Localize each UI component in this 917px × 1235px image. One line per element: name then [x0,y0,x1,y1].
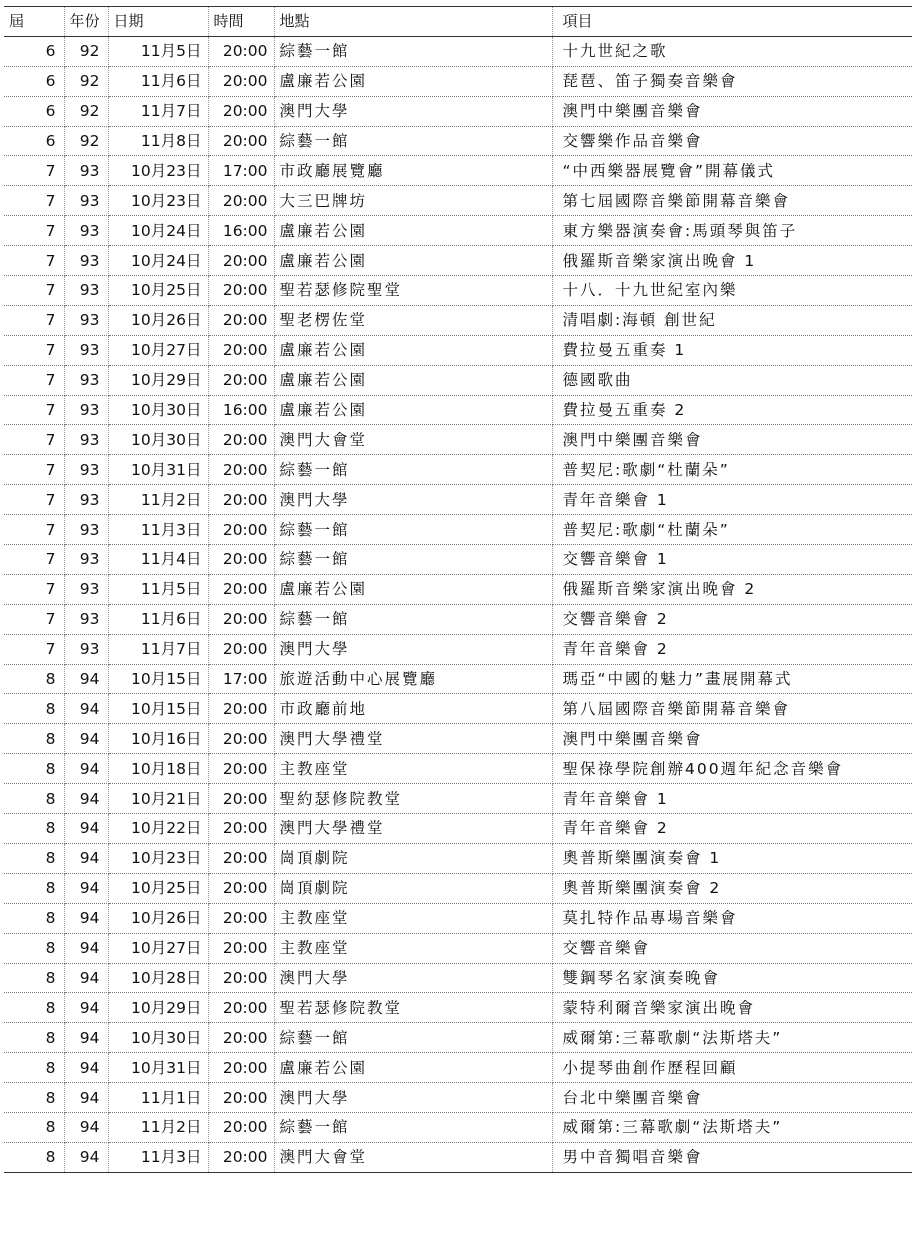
cell-date: 10月21日 [108,784,208,814]
cell-venue: 綜藝一館 [274,1023,552,1053]
cell-program: 莫扎特作品專場音樂會 [552,903,912,933]
cell-program: 威爾第:三幕歌劇“法斯塔夫” [552,1023,912,1053]
cell-venue: 盧廉若公園 [274,246,552,276]
cell-venue: 主教座堂 [274,903,552,933]
table-row [4,1112,912,1142]
cell-time: 20:00 [208,963,274,993]
cell-venue: 綜藝一館 [274,604,552,634]
cell-program: 費拉曼五重奏 2 [552,395,912,425]
cell-venue: 澳門大會堂 [274,1142,552,1172]
cell-year: 94 [64,1083,108,1113]
cell-year: 94 [64,1023,108,1053]
cell-time: 20:00 [208,1023,274,1053]
table-row [4,814,912,844]
cell-venue: 旅遊活動中心展覽廳 [274,664,552,694]
table-row [4,1053,912,1083]
cell-venue: 盧廉若公園 [274,395,552,425]
cell-edition: 8 [4,993,64,1023]
cell-edition: 6 [4,66,64,96]
cell-edition: 8 [4,1142,64,1172]
cell-date: 11月3日 [108,1142,208,1172]
cell-program: 普契尼:歌劇“杜蘭朵” [552,515,912,545]
cell-year: 92 [64,96,108,126]
cell-edition: 8 [4,814,64,844]
table-row [4,963,912,993]
cell-time: 20:00 [208,186,274,216]
cell-venue: 澳門大會堂 [274,425,552,455]
cell-date: 10月29日 [108,993,208,1023]
cell-year: 93 [64,455,108,485]
cell-year: 94 [64,1112,108,1142]
cell-edition: 7 [4,515,64,545]
cell-program: 俄羅斯音樂家演出晚會 2 [552,574,912,604]
cell-edition: 8 [4,784,64,814]
cell-program: 奧普斯樂團演奏會 1 [552,843,912,873]
cell-edition: 8 [4,664,64,694]
cell-venue: 盧廉若公園 [274,335,552,365]
table-row [4,186,912,216]
cell-date: 10月30日 [108,1023,208,1053]
table-row [4,515,912,545]
cell-edition: 7 [4,186,64,216]
cell-edition: 8 [4,694,64,724]
cell-time: 20:00 [208,66,274,96]
cell-time: 20:00 [208,425,274,455]
cell-year: 94 [64,1142,108,1172]
cell-venue: 綜藝一館 [274,126,552,156]
cell-edition: 7 [4,335,64,365]
cell-year: 93 [64,545,108,575]
cell-date: 10月25日 [108,276,208,306]
cell-date: 10月23日 [108,156,208,186]
cell-time: 16:00 [208,395,274,425]
cell-venue: 綜藝一館 [274,36,552,66]
table-row [4,485,912,515]
table-header-row [4,7,912,37]
cell-date: 10月16日 [108,724,208,754]
cell-edition: 7 [4,545,64,575]
cell-program: 男中音獨唱音樂會 [552,1142,912,1172]
cell-year: 93 [64,156,108,186]
cell-time: 20:00 [208,903,274,933]
cell-program: 十八．十九世紀室內樂 [552,276,912,306]
cell-date: 11月4日 [108,545,208,575]
table-row [4,36,912,66]
cell-date: 10月25日 [108,873,208,903]
cell-date: 10月24日 [108,216,208,246]
cell-time: 20:00 [208,96,274,126]
cell-year: 94 [64,814,108,844]
cell-edition: 8 [4,724,64,754]
cell-year: 94 [64,694,108,724]
cell-date: 10月23日 [108,843,208,873]
cell-edition: 8 [4,754,64,784]
cell-time: 20:00 [208,814,274,844]
cell-time: 20:00 [208,634,274,664]
cell-date: 10月30日 [108,425,208,455]
cell-time: 20:00 [208,1112,274,1142]
cell-year: 94 [64,963,108,993]
cell-date: 11月7日 [108,634,208,664]
cell-program: 奧普斯樂團演奏會 2 [552,873,912,903]
cell-edition: 6 [4,126,64,156]
cell-date: 11月2日 [108,1112,208,1142]
cell-year: 93 [64,335,108,365]
cell-time: 20:00 [208,515,274,545]
cell-year: 93 [64,365,108,395]
cell-date: 10月26日 [108,305,208,335]
cell-edition: 8 [4,873,64,903]
cell-venue: 崗頂劇院 [274,873,552,903]
cell-time: 17:00 [208,156,274,186]
cell-program: 交響音樂會 2 [552,604,912,634]
cell-time: 17:00 [208,664,274,694]
cell-year: 93 [64,634,108,664]
cell-time: 20:00 [208,545,274,575]
table-row [4,604,912,634]
cell-time: 20:00 [208,455,274,485]
cell-venue: 崗頂劇院 [274,843,552,873]
cell-time: 20:00 [208,694,274,724]
cell-date: 10月22日 [108,814,208,844]
table-row [4,784,912,814]
cell-program: 東方樂器演奏會:馬頭琴與笛子 [552,216,912,246]
cell-program: “中西樂器展覽會”開幕儀式 [552,156,912,186]
cell-time: 20:00 [208,276,274,306]
table-row [4,335,912,365]
cell-date: 10月15日 [108,664,208,694]
cell-year: 94 [64,933,108,963]
cell-time: 20:00 [208,126,274,156]
table-row [4,216,912,246]
cell-year: 93 [64,216,108,246]
cell-date: 10月23日 [108,186,208,216]
cell-time: 20:00 [208,1083,274,1113]
table-row [4,993,912,1023]
table-row [4,694,912,724]
header-program: 項目 [552,7,912,37]
cell-venue: 綜藝一館 [274,1112,552,1142]
cell-year: 93 [64,515,108,545]
cell-time: 20:00 [208,843,274,873]
table-row [4,276,912,306]
cell-venue: 聖若瑟修院教堂 [274,993,552,1023]
cell-year: 94 [64,993,108,1023]
cell-date: 11月5日 [108,36,208,66]
cell-edition: 6 [4,36,64,66]
cell-year: 94 [64,754,108,784]
cell-program: 聖保祿學院創辦400週年紀念音樂會 [552,754,912,784]
cell-year: 93 [64,276,108,306]
cell-edition: 7 [4,604,64,634]
cell-venue: 大三巴牌坊 [274,186,552,216]
cell-program: 青年音樂會 2 [552,634,912,664]
header-date: 日期 [108,7,208,37]
cell-year: 94 [64,1053,108,1083]
cell-date: 10月31日 [108,1053,208,1083]
cell-venue: 聖約瑟修院教堂 [274,784,552,814]
cell-year: 93 [64,604,108,634]
table-row [4,1142,912,1172]
cell-venue: 澳門大學 [274,963,552,993]
cell-venue: 盧廉若公園 [274,66,552,96]
cell-program: 澳門中樂團音樂會 [552,724,912,754]
cell-venue: 澳門大學 [274,485,552,515]
cell-program: 第七屆國際音樂節開幕音樂會 [552,186,912,216]
cell-date: 10月28日 [108,963,208,993]
cell-date: 11月6日 [108,66,208,96]
cell-year: 94 [64,784,108,814]
cell-venue: 盧廉若公園 [274,216,552,246]
cell-venue: 市政廳展覽廳 [274,156,552,186]
cell-program: 雙鋼琴名家演奏晚會 [552,963,912,993]
cell-time: 16:00 [208,216,274,246]
cell-date: 11月7日 [108,96,208,126]
cell-program: 青年音樂會 1 [552,784,912,814]
cell-year: 92 [64,126,108,156]
cell-time: 20:00 [208,305,274,335]
cell-program: 十九世紀之歌 [552,36,912,66]
cell-edition: 8 [4,1023,64,1053]
table-row [4,933,912,963]
cell-time: 20:00 [208,784,274,814]
table-body [4,36,912,1172]
table-row [4,425,912,455]
cell-year: 93 [64,246,108,276]
cell-date: 10月18日 [108,754,208,784]
table-row [4,545,912,575]
header-venue: 地點 [274,7,552,37]
cell-year: 94 [64,724,108,754]
cell-date: 11月5日 [108,574,208,604]
cell-venue: 主教座堂 [274,933,552,963]
cell-program: 交響音樂會 1 [552,545,912,575]
cell-program: 俄羅斯音樂家演出晚會 1 [552,246,912,276]
cell-edition: 8 [4,1053,64,1083]
cell-time: 20:00 [208,754,274,784]
cell-edition: 7 [4,425,64,455]
header-year: 年份 [64,7,108,37]
cell-venue: 澳門大學 [274,634,552,664]
cell-date: 11月6日 [108,604,208,634]
cell-time: 20:00 [208,365,274,395]
cell-time: 20:00 [208,993,274,1023]
cell-venue: 澳門大學 [274,1083,552,1113]
table-row [4,634,912,664]
cell-date: 10月27日 [108,933,208,963]
cell-edition: 8 [4,843,64,873]
cell-time: 20:00 [208,873,274,903]
cell-edition: 7 [4,395,64,425]
cell-program: 琵琶、笛子獨奏音樂會 [552,66,912,96]
cell-edition: 7 [4,216,64,246]
table-row [4,365,912,395]
cell-year: 93 [64,485,108,515]
cell-edition: 6 [4,96,64,126]
table-row [4,96,912,126]
schedule-sheet [4,6,912,1173]
table-row [4,724,912,754]
cell-program: 普契尼:歌劇“杜蘭朵” [552,455,912,485]
table-row [4,843,912,873]
cell-venue: 綜藝一館 [274,455,552,485]
cell-edition: 8 [4,1112,64,1142]
table-row [4,873,912,903]
cell-edition: 8 [4,933,64,963]
cell-time: 20:00 [208,1142,274,1172]
cell-year: 94 [64,873,108,903]
cell-time: 20:00 [208,335,274,365]
cell-edition: 7 [4,156,64,186]
cell-venue: 盧廉若公園 [274,365,552,395]
cell-program: 德國歌曲 [552,365,912,395]
cell-year: 94 [64,664,108,694]
table-row [4,754,912,784]
cell-program: 第八屆國際音樂節開幕音樂會 [552,694,912,724]
cell-edition: 7 [4,246,64,276]
cell-venue: 澳門大學禮堂 [274,814,552,844]
cell-edition: 8 [4,1083,64,1113]
cell-date: 10月30日 [108,395,208,425]
cell-date: 10月31日 [108,455,208,485]
cell-program: 青年音樂會 1 [552,485,912,515]
cell-year: 93 [64,305,108,335]
cell-program: 蒙特利爾音樂家演出晚會 [552,993,912,1023]
cell-venue: 澳門大學禮堂 [274,724,552,754]
concert-schedule-table [4,6,912,1173]
cell-venue: 盧廉若公園 [274,574,552,604]
cell-program: 小提琴曲創作歷程回顧 [552,1053,912,1083]
cell-year: 92 [64,66,108,96]
cell-year: 93 [64,395,108,425]
cell-year: 93 [64,186,108,216]
cell-program: 威爾第:三幕歌劇“法斯塔夫” [552,1112,912,1142]
cell-venue: 市政廳前地 [274,694,552,724]
cell-date: 10月26日 [108,903,208,933]
cell-time: 20:00 [208,604,274,634]
cell-venue: 澳門大學 [274,96,552,126]
cell-venue: 綜藝一館 [274,545,552,575]
cell-edition: 7 [4,455,64,485]
cell-venue: 盧廉若公園 [274,1053,552,1083]
cell-venue: 聖若瑟修院聖堂 [274,276,552,306]
cell-time: 20:00 [208,36,274,66]
cell-time: 20:00 [208,1053,274,1083]
table-row [4,126,912,156]
cell-time: 20:00 [208,933,274,963]
cell-program: 台北中樂團音樂會 [552,1083,912,1113]
table-row [4,156,912,186]
cell-date: 11月3日 [108,515,208,545]
cell-edition: 7 [4,485,64,515]
table-row [4,1083,912,1113]
cell-date: 11月1日 [108,1083,208,1113]
cell-program: 澳門中樂團音樂會 [552,96,912,126]
table-row [4,574,912,604]
cell-edition: 8 [4,963,64,993]
cell-program: 青年音樂會 2 [552,814,912,844]
table-row [4,246,912,276]
table-row [4,305,912,335]
cell-year: 93 [64,425,108,455]
cell-year: 94 [64,843,108,873]
cell-program: 清唱劇:海頓 創世紀 [552,305,912,335]
cell-program: 瑪亞“中國的魅力”畫展開幕式 [552,664,912,694]
table-row [4,66,912,96]
table-row [4,455,912,485]
cell-edition: 8 [4,903,64,933]
cell-year: 93 [64,574,108,604]
cell-edition: 7 [4,276,64,306]
cell-year: 92 [64,36,108,66]
cell-program: 費拉曼五重奏 1 [552,335,912,365]
cell-date: 10月29日 [108,365,208,395]
cell-venue: 聖老楞佐堂 [274,305,552,335]
cell-time: 20:00 [208,485,274,515]
cell-year: 94 [64,903,108,933]
cell-date: 10月27日 [108,335,208,365]
cell-date: 10月15日 [108,694,208,724]
cell-date: 11月8日 [108,126,208,156]
cell-program: 交響樂作品音樂會 [552,126,912,156]
cell-time: 20:00 [208,724,274,754]
cell-program: 交響音樂會 [552,933,912,963]
cell-venue: 綜藝一館 [274,515,552,545]
cell-edition: 7 [4,634,64,664]
cell-edition: 7 [4,305,64,335]
cell-time: 20:00 [208,246,274,276]
cell-venue: 主教座堂 [274,754,552,784]
table-row [4,664,912,694]
cell-date: 10月24日 [108,246,208,276]
table-row [4,903,912,933]
cell-program: 澳門中樂團音樂會 [552,425,912,455]
cell-edition: 7 [4,365,64,395]
header-time: 時間 [208,7,274,37]
cell-time: 20:00 [208,574,274,604]
cell-edition: 7 [4,574,64,604]
table-row [4,395,912,425]
cell-date: 11月2日 [108,485,208,515]
header-edition: 屆 [4,7,64,37]
table-row [4,1023,912,1053]
